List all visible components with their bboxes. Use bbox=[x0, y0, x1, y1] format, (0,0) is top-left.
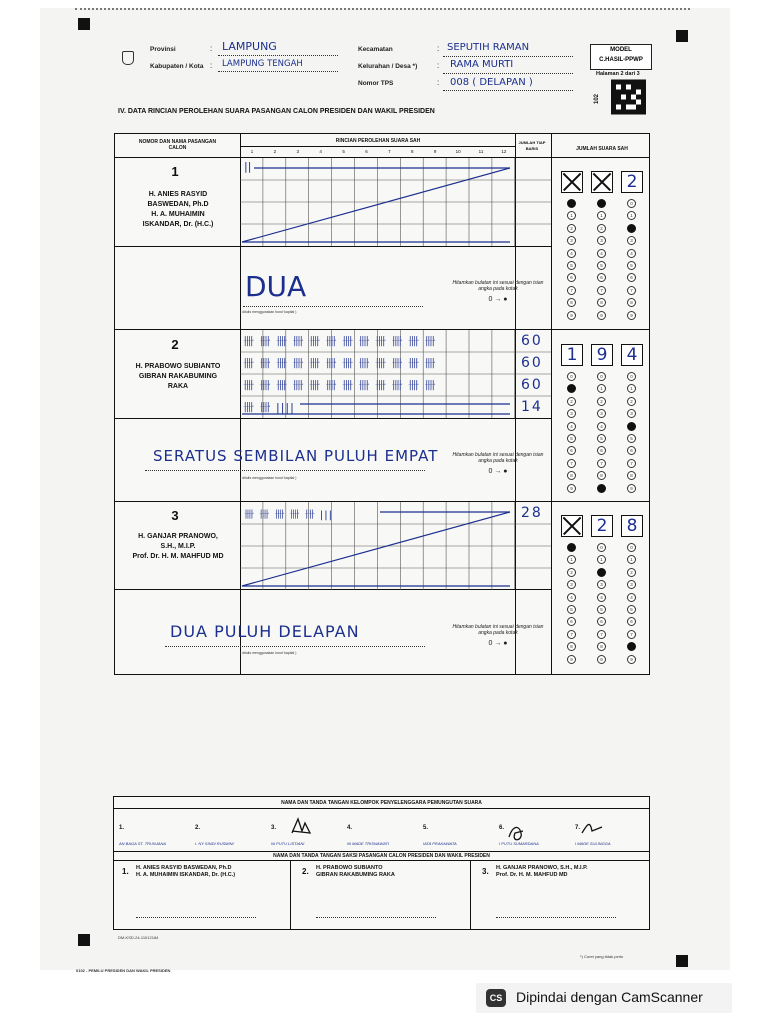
digit-bubble: 0 bbox=[627, 372, 636, 381]
candidate-1-hint: Hitamkan bulatan ini sesuai dengan isian angka pada kotak bbox=[452, 280, 544, 292]
digit-bubble: 6 bbox=[567, 617, 576, 626]
kpps-number: 3. bbox=[271, 825, 277, 831]
tps-value: 008 ( DELAPAN ) bbox=[450, 77, 533, 88]
column-number: 5 bbox=[342, 149, 345, 154]
digit-bubble: 2 bbox=[567, 224, 576, 233]
digit-bubble: 9 bbox=[627, 484, 636, 493]
digit-bubble: 4 bbox=[567, 249, 576, 258]
digit-bubble: 1 bbox=[597, 384, 606, 393]
digit-bubble: 7 bbox=[627, 286, 636, 295]
header-candidate: NOMOR DAN NAMA PASANGAN CALON bbox=[138, 139, 217, 151]
footer-right: *) Coret yang tidak perlu bbox=[580, 954, 624, 959]
digit-bubble: 2 bbox=[567, 397, 576, 406]
digit-bubble: 7 bbox=[567, 459, 576, 468]
digit-bubble: 2 bbox=[627, 224, 636, 233]
corner-mark-top-left bbox=[78, 18, 90, 30]
digit-bubble: 3 bbox=[597, 409, 606, 418]
digit-bubble: 5 bbox=[627, 261, 636, 270]
digit-bubble: 0 bbox=[627, 543, 636, 552]
tally-row: 卌 卌 卌 卌 卌 卌 卌 卌 卌 卌 卌 卌 bbox=[243, 379, 437, 392]
provinsi-value: LAMPUNG bbox=[222, 40, 277, 53]
column-number: 1 bbox=[250, 149, 254, 154]
digit-box: 2 bbox=[621, 171, 643, 193]
candidate-1-name-line: H. A. MUHAIMIN bbox=[151, 211, 205, 218]
digit-bubble: 8 bbox=[567, 471, 576, 480]
witness-sign-line bbox=[136, 917, 256, 918]
digit-bubble: 8 bbox=[567, 298, 576, 307]
row-total-value: 28 bbox=[521, 505, 543, 521]
header-total: JUMLAH SUARA SAH bbox=[576, 146, 628, 152]
column-number: 3 bbox=[296, 149, 300, 154]
digit-bubble: 6 bbox=[627, 273, 636, 282]
digit-bubble: 5 bbox=[597, 261, 606, 270]
vote-table bbox=[114, 133, 650, 675]
digit-bubble: 8 bbox=[597, 298, 606, 307]
digit-bubble: 9 bbox=[567, 655, 576, 664]
column-number: 7 bbox=[388, 149, 391, 154]
candidate-2-name-line: RAKA bbox=[167, 383, 189, 390]
kabupaten-label: Kabupaten / Kota bbox=[150, 63, 204, 70]
digit-bubble: 3 bbox=[567, 236, 576, 245]
digit-box bbox=[561, 515, 583, 537]
digit-bubble: 6 bbox=[567, 446, 576, 455]
candidate-2-name-line: GIBRAN RAKABUMING bbox=[138, 373, 218, 380]
row-total-value: 14 bbox=[521, 399, 543, 415]
digit-bubble: 3 bbox=[567, 409, 576, 418]
digit-bubble: 5 bbox=[597, 605, 606, 614]
corner-mark-bottom-right bbox=[676, 955, 688, 967]
kelurahan-label: Kelurahan / Desa *) bbox=[358, 63, 418, 70]
witness-header: NAMA DAN TANDA TANGAN SAKSI PASANGAN CALON PRESIDEN DAN WAKIL PRESIDEN bbox=[273, 853, 490, 859]
digit-bubble: 9 bbox=[597, 484, 606, 493]
digit-bubble: 8 bbox=[597, 471, 606, 480]
qr-code bbox=[611, 78, 646, 116]
digit-bubble: 0 bbox=[597, 199, 606, 208]
kpps-name: AN BAGA ST. TRUNJANA bbox=[119, 841, 167, 846]
corner-mark-top-right bbox=[676, 30, 688, 42]
digit-bubble: 6 bbox=[627, 446, 636, 455]
kpps-number: 5. bbox=[423, 825, 429, 831]
candidate-1-name-line: H. ANIES RASYID bbox=[148, 191, 208, 198]
digit-bubble: 2 bbox=[567, 568, 576, 577]
row-total-value: 60 bbox=[521, 333, 543, 349]
digit-bubble: 4 bbox=[597, 422, 606, 431]
tally-row: 卌 卌 |||| bbox=[243, 401, 295, 414]
candidate-1-number: 1 bbox=[171, 164, 179, 179]
side-code: 102 bbox=[594, 93, 601, 105]
witness-name: GIBRAN RAKABUMING RAKA bbox=[316, 872, 395, 878]
digit-bubble: 6 bbox=[627, 617, 636, 626]
candidate-2-words-note: ( ditulis menggunakan huruf kapital ) bbox=[240, 476, 297, 480]
model-line2: C.HASIL-PPWP bbox=[599, 57, 643, 63]
digit-bubble: 7 bbox=[627, 630, 636, 639]
kpps-number: 1. bbox=[119, 825, 125, 831]
witness-name: H. A. MUHAIMIN ISKANDAR, Dr. (H.C.) bbox=[136, 872, 236, 878]
kpps-name: NI MADE TRISNAWATI bbox=[347, 841, 390, 846]
column-number: 6 bbox=[365, 149, 368, 154]
footer-left: 0102 - PEMILU PRESIDEN DAN WAKIL PRESIDEN bbox=[76, 968, 171, 973]
kabupaten-sep: : bbox=[210, 61, 213, 70]
page-indicator: Halaman 2 dari 3 bbox=[596, 71, 640, 77]
candidate-3-hint-symbol: 0 → ● bbox=[488, 640, 508, 647]
camscanner-icon: CS bbox=[486, 989, 506, 1007]
digit-bubble: 0 bbox=[567, 543, 576, 552]
kabupaten-value: LAMPUNG TENGAH bbox=[222, 59, 303, 69]
digit-bubble: 1 bbox=[627, 555, 636, 564]
digit-box: 8 bbox=[621, 515, 643, 537]
witness-number: 2. bbox=[302, 867, 309, 876]
model-box bbox=[590, 44, 652, 70]
witness-name: H. GANJAR PRANOWO, S.H., M.I.P. bbox=[496, 865, 588, 871]
witness-sign-line bbox=[316, 917, 436, 918]
digit-bubble: 2 bbox=[627, 397, 636, 406]
witness-name: H. PRABOWO SUBIANTO bbox=[316, 865, 383, 871]
footer-code: DM-KSD-24-11012184 bbox=[118, 935, 159, 940]
provinsi-line bbox=[218, 55, 338, 56]
candidate-2-number: 2 bbox=[171, 337, 179, 352]
candidate-2-split bbox=[115, 418, 551, 419]
column-number: 11 bbox=[478, 149, 484, 154]
digit-box bbox=[591, 171, 613, 193]
kelurahan-line bbox=[443, 73, 573, 74]
digit-bubble: 4 bbox=[597, 593, 606, 602]
digit-bubble: 2 bbox=[597, 397, 606, 406]
witness-name: H. ANIES RASYID BASWEDAN, Ph.D bbox=[136, 865, 232, 871]
provinsi-sep: : bbox=[210, 44, 213, 53]
kpps-name: I MADE SULINGGA bbox=[575, 841, 611, 846]
kpps-header: NAMA DAN TANDA TANGAN KELOMPOK PENYELENGGARA PEMUNGUTAN SUARA bbox=[281, 800, 482, 806]
digit-bubble: 4 bbox=[627, 249, 636, 258]
candidate-3-tally: 卌 卌 卌 卌 卌 ||| bbox=[244, 510, 334, 521]
digit-bubble: 2 bbox=[627, 568, 636, 577]
kecamatan-value: SEPUTIH RAMAN bbox=[447, 42, 530, 53]
digit-bubble: 3 bbox=[627, 236, 636, 245]
digit-box: 4 bbox=[621, 344, 643, 366]
sig-line-c bbox=[114, 860, 649, 861]
tally-grid bbox=[240, 158, 551, 246]
digit-bubble: 0 bbox=[597, 543, 606, 552]
digit-bubble: 5 bbox=[597, 434, 606, 443]
digit-bubble: 7 bbox=[627, 459, 636, 468]
candidate-2-hint-symbol: 0 → ● bbox=[488, 468, 508, 475]
digit-bubble: 8 bbox=[597, 642, 606, 651]
kecamatan-sep: : bbox=[437, 44, 440, 53]
candidate-1-names bbox=[115, 190, 241, 230]
wit-col-1 bbox=[290, 860, 291, 929]
digit-bubble: 9 bbox=[627, 655, 636, 664]
digit-box: 9 bbox=[591, 344, 613, 366]
tps-line bbox=[443, 90, 573, 91]
digit-bubble: 1 bbox=[567, 384, 576, 393]
digit-bubble: 4 bbox=[567, 593, 576, 602]
header-row-total: JUMLAH TIAP BARIS bbox=[518, 140, 546, 151]
digit-box: 1 bbox=[561, 344, 583, 366]
kpps-number: 6. bbox=[499, 825, 505, 831]
witness-number: 3. bbox=[482, 867, 489, 876]
candidate-1-tally: || bbox=[244, 160, 252, 173]
candidate-1-name-line: ISKANDAR, Dr. (H.C.) bbox=[142, 221, 214, 228]
candidate-3-words-line bbox=[165, 646, 425, 647]
candidate-3-name-line: Prof. Dr. H. M. MAHFUD MD bbox=[132, 553, 224, 560]
kelurahan-value: RAMA MURTI bbox=[450, 59, 514, 70]
digit-bubble: 1 bbox=[597, 211, 606, 220]
digit-bubble: 6 bbox=[597, 446, 606, 455]
tps-label: Nomor TPS bbox=[358, 80, 394, 87]
signature-table bbox=[113, 796, 650, 930]
column-number: 4 bbox=[319, 149, 322, 154]
kpps-number: 4. bbox=[347, 825, 353, 831]
digit-bubble: 7 bbox=[567, 630, 576, 639]
candidate-2-words-line bbox=[145, 470, 425, 471]
row-total-value: 60 bbox=[521, 355, 543, 371]
candidate-2-hint: Hitamkan bulatan ini sesuai dengan isian angka pada kotak bbox=[452, 452, 544, 464]
digit-bubble: 7 bbox=[567, 286, 576, 295]
witness-name: Prof. Dr. H. M. MAHFUD MD bbox=[496, 872, 568, 878]
kabupaten-line bbox=[218, 71, 338, 72]
digit-bubble: 1 bbox=[567, 211, 576, 220]
header-mid-line bbox=[240, 146, 515, 147]
candidate-3-words-note: ( ditulis menggunakan huruf kapital ) bbox=[240, 651, 297, 655]
candidate-1-words-line bbox=[243, 306, 423, 307]
digit-bubble: 8 bbox=[567, 642, 576, 651]
digit-bubble: 8 bbox=[627, 471, 636, 480]
digit-bubble: 5 bbox=[627, 434, 636, 443]
tps-sep: : bbox=[437, 78, 440, 87]
digit-bubble: 0 bbox=[627, 199, 636, 208]
digit-bubble: 0 bbox=[567, 199, 576, 208]
digit-bubble: 3 bbox=[627, 409, 636, 418]
candidate-1-hint-symbol: 0 → ● bbox=[488, 296, 508, 303]
kpps-name: IATA PRAKAWATA bbox=[423, 841, 457, 846]
digit-bubble: 4 bbox=[597, 249, 606, 258]
digit-bubble: 9 bbox=[627, 311, 636, 320]
tally-grid bbox=[240, 502, 551, 590]
section-title: IV. DATA RINCIAN PEROLEHAN SUARA PASANGAN CALON PRESIDEN DAN WAKIL PRESIDEN bbox=[118, 108, 435, 115]
column-number: 10 bbox=[455, 149, 461, 154]
model-line1: MODEL bbox=[610, 47, 632, 53]
digit-bubble: 1 bbox=[597, 555, 606, 564]
candidate-3-words: DUA PULUH DELAPAN bbox=[170, 622, 360, 641]
candidate-1-words-note: ( ditulis menggunakan huruf kapital ) bbox=[240, 310, 297, 314]
kpps-number: 7. bbox=[575, 825, 581, 831]
digit-bubble: 9 bbox=[597, 311, 606, 320]
wit-col-2 bbox=[470, 860, 471, 929]
digit-bubble: 0 bbox=[567, 372, 576, 381]
digit-bubble: 7 bbox=[597, 630, 606, 639]
digit-bubble: 3 bbox=[597, 236, 606, 245]
witness-number: 1. bbox=[122, 867, 129, 876]
digit-bubble: 3 bbox=[567, 580, 576, 589]
candidate-3-name-line: H. GANJAR PRANOWO, bbox=[138, 533, 218, 540]
kecamatan-label: Kecamatan bbox=[358, 46, 393, 53]
digit-box: 2 bbox=[591, 515, 613, 537]
digit-bubble: 6 bbox=[597, 617, 606, 626]
tally-row: 卌 卌 卌 卌 卌 卌 卌 卌 卌 卌 卌 卌 bbox=[243, 357, 437, 370]
digit-bubble: 4 bbox=[627, 422, 636, 431]
kpps-number: 2. bbox=[195, 825, 201, 831]
candidate-1-words: DUA bbox=[245, 270, 307, 303]
kpps-name: I. NY SINDI RUSMINI bbox=[195, 841, 234, 846]
digit-bubble: 9 bbox=[597, 655, 606, 664]
kpu-logo-icon bbox=[122, 51, 134, 65]
digit-bubble: 6 bbox=[597, 273, 606, 282]
kpps-name: I PUTU SUMARDANA bbox=[499, 841, 539, 846]
candidate-1-split bbox=[115, 246, 551, 247]
column-number: 2 bbox=[273, 149, 277, 154]
digit-bubble: 9 bbox=[567, 484, 576, 493]
candidate-2-name-line: H. PRABOWO SUBIANTO bbox=[135, 363, 221, 370]
digit-bubble: 5 bbox=[567, 261, 576, 270]
signature-scribbles bbox=[114, 797, 649, 857]
digit-bubble: 3 bbox=[597, 580, 606, 589]
digit-bubble: 5 bbox=[627, 605, 636, 614]
perforation-line bbox=[75, 8, 690, 10]
provinsi-label: Provinsi bbox=[150, 46, 176, 53]
digit-bubble: 5 bbox=[567, 605, 576, 614]
kpps-name: NI PUTU LISTIANI bbox=[271, 841, 305, 846]
candidate-3-names bbox=[115, 532, 241, 562]
witness-sign-line bbox=[496, 917, 616, 918]
corner-mark-bottom-left bbox=[78, 934, 90, 946]
digit-bubble: 7 bbox=[597, 286, 606, 295]
column-number: 12 bbox=[501, 149, 507, 154]
candidate-3-name-line: S.H., M.I.P. bbox=[160, 543, 196, 550]
candidate-3-hint: Hitamkan bulatan ini sesuai dengan isian angka pada kotak bbox=[452, 624, 544, 636]
digit-bubble: 7 bbox=[597, 459, 606, 468]
digit-bubble: 6 bbox=[567, 273, 576, 282]
header-detail: RINCIAN PEROLEHAN SUARA SAH bbox=[335, 138, 421, 144]
digit-bubble: 4 bbox=[627, 593, 636, 602]
digit-bubble: 2 bbox=[597, 568, 606, 577]
kecamatan-line bbox=[443, 56, 573, 57]
digit-bubble: 1 bbox=[567, 555, 576, 564]
digit-bubble: 8 bbox=[627, 298, 636, 307]
col-line-rowtotal bbox=[551, 134, 552, 674]
camscanner-text: Dipindai dengan CamScanner bbox=[516, 989, 703, 1005]
row-total-value: 60 bbox=[521, 377, 543, 393]
column-number: 9 bbox=[433, 149, 437, 154]
candidate-2-names bbox=[115, 362, 241, 392]
digit-bubble: 9 bbox=[567, 311, 576, 320]
digit-bubble: 0 bbox=[597, 372, 606, 381]
candidate-3-number: 3 bbox=[171, 508, 179, 523]
digit-bubble: 2 bbox=[597, 224, 606, 233]
kelurahan-sep: : bbox=[437, 61, 440, 70]
digit-box bbox=[561, 171, 583, 193]
tally-row: 卌 卌 卌 卌 卌 卌 卌 卌 卌 卌 卌 卌 bbox=[243, 335, 437, 348]
digit-bubble: 3 bbox=[627, 580, 636, 589]
digit-bubble: 4 bbox=[567, 422, 576, 431]
digit-bubble: 5 bbox=[567, 434, 576, 443]
digit-bubble: 1 bbox=[627, 211, 636, 220]
digit-bubble: 1 bbox=[627, 384, 636, 393]
candidate-2-words: SERATUS SEMBILAN PULUH EMPAT bbox=[153, 447, 439, 465]
digit-bubble: 8 bbox=[627, 642, 636, 651]
column-number: 8 bbox=[411, 149, 414, 154]
camscanner-watermark bbox=[476, 983, 732, 1013]
candidate-1-name-line: BASWEDAN, Ph.D bbox=[147, 201, 209, 208]
